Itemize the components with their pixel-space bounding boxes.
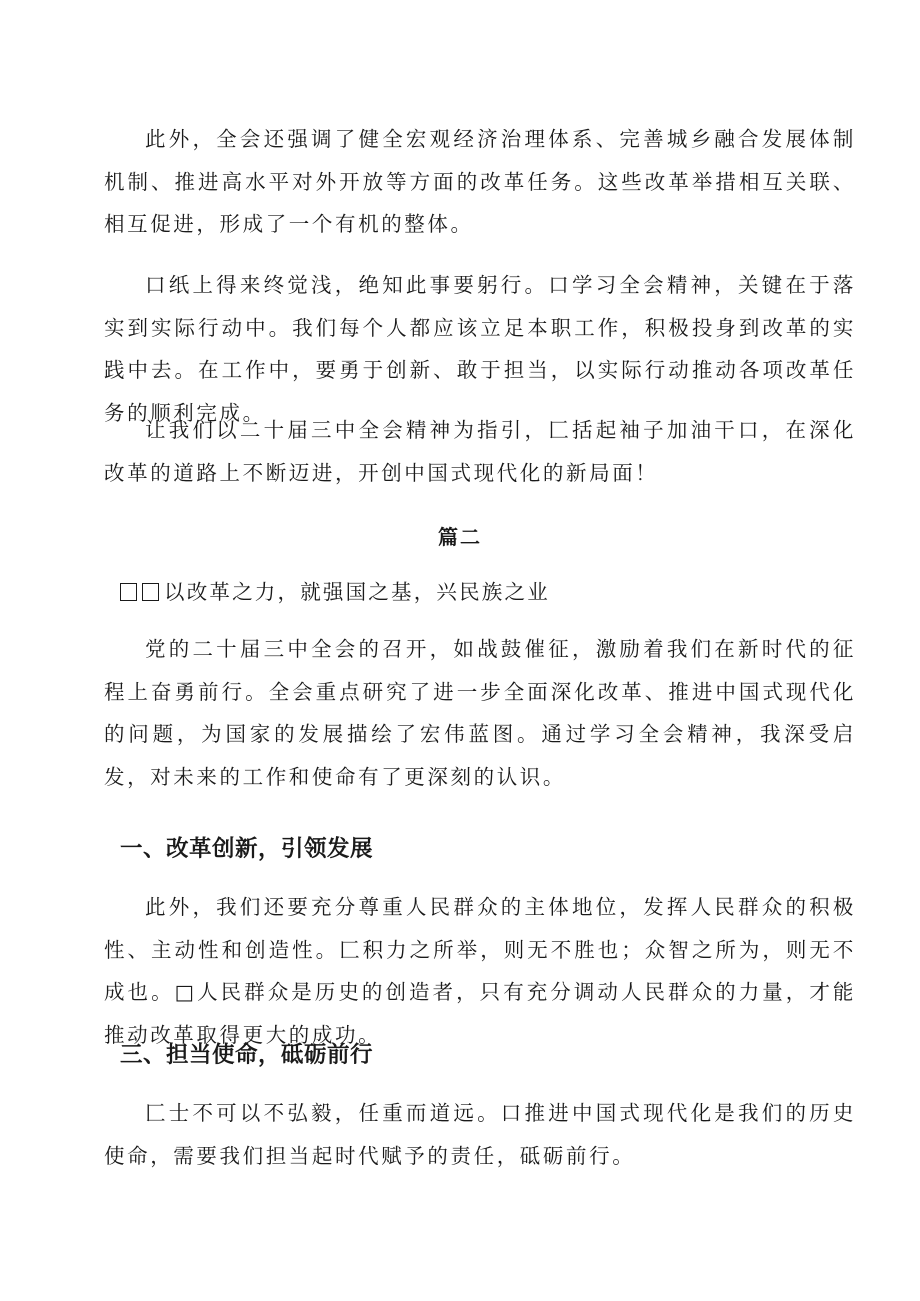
heading-reform-innovation: 一、改革创新，引领发展 [120,836,374,862]
paragraph-people: 此外，我们还要充分尊重人民群众的主体地位，发挥人民群众的积极性、主动性和创造性。匚积力之所举，则无不胜也；众智之所为，则无不成也。□人民群众是历史的创造者，只有充分调动人民群众的力量，才能推动改革取得更大的成功。 [104,895,856,1047]
paragraph-reform-tasks: 此外，全会还强调了健全宏观经济治理体系、完善城乡融合发展体制机制、推进高水平对外开放等方面的改革任务。这些改革举措相互关联、相互促进，形成了一个有机的整体。 [104,127,856,236]
paragraph-mission: 匚士不可以不弘毅，任重而道远。口推进中国式现代化是我们的历史使命，需要我们担当起时代赋予的责任，砥砺前行。 [104,1101,856,1168]
paragraph-call-to-action: 让我们以二十届三中全会精神为指引，匚括起袖子加油干口，在深化改革的道路上不断迈进，开创中国式现代化的新局面！ [104,418,856,485]
placeholder-box-icon [142,583,159,601]
section-subtitle-text: 以改革之力，就强国之基，兴民族之业 [164,580,550,604]
section-subtitle [120,575,550,609]
heading-mission: 三、担当使命，砥砺前行 [120,1042,374,1068]
section-title: 篇二 [438,525,482,549]
placeholder-box-icon [120,583,137,601]
paragraph-practice: 口纸上得来终觉浅，绝知此事要躬行。口学习全会精神，关键在于落实到实际行动中。我们每个人都应该立足本职工作，积极投身到改革的实践中去。在工作中，要勇于创新、敢于担当，以实际行动推动各项改革任务的顺利完成。 [104,273,856,425]
paragraph-plenary-intro: 党的二十届三中全会的召开，如战鼓催征，激励着我们在新时代的征程上奋勇前行。全会重点研究了进一步全面深化改革、推进中国式现代化的问题，为国家的发展描绘了宏伟蓝图。通过学习全会精神，我深受启发，对未来的工作和使命有了更深刻的认识。 [104,637,856,789]
